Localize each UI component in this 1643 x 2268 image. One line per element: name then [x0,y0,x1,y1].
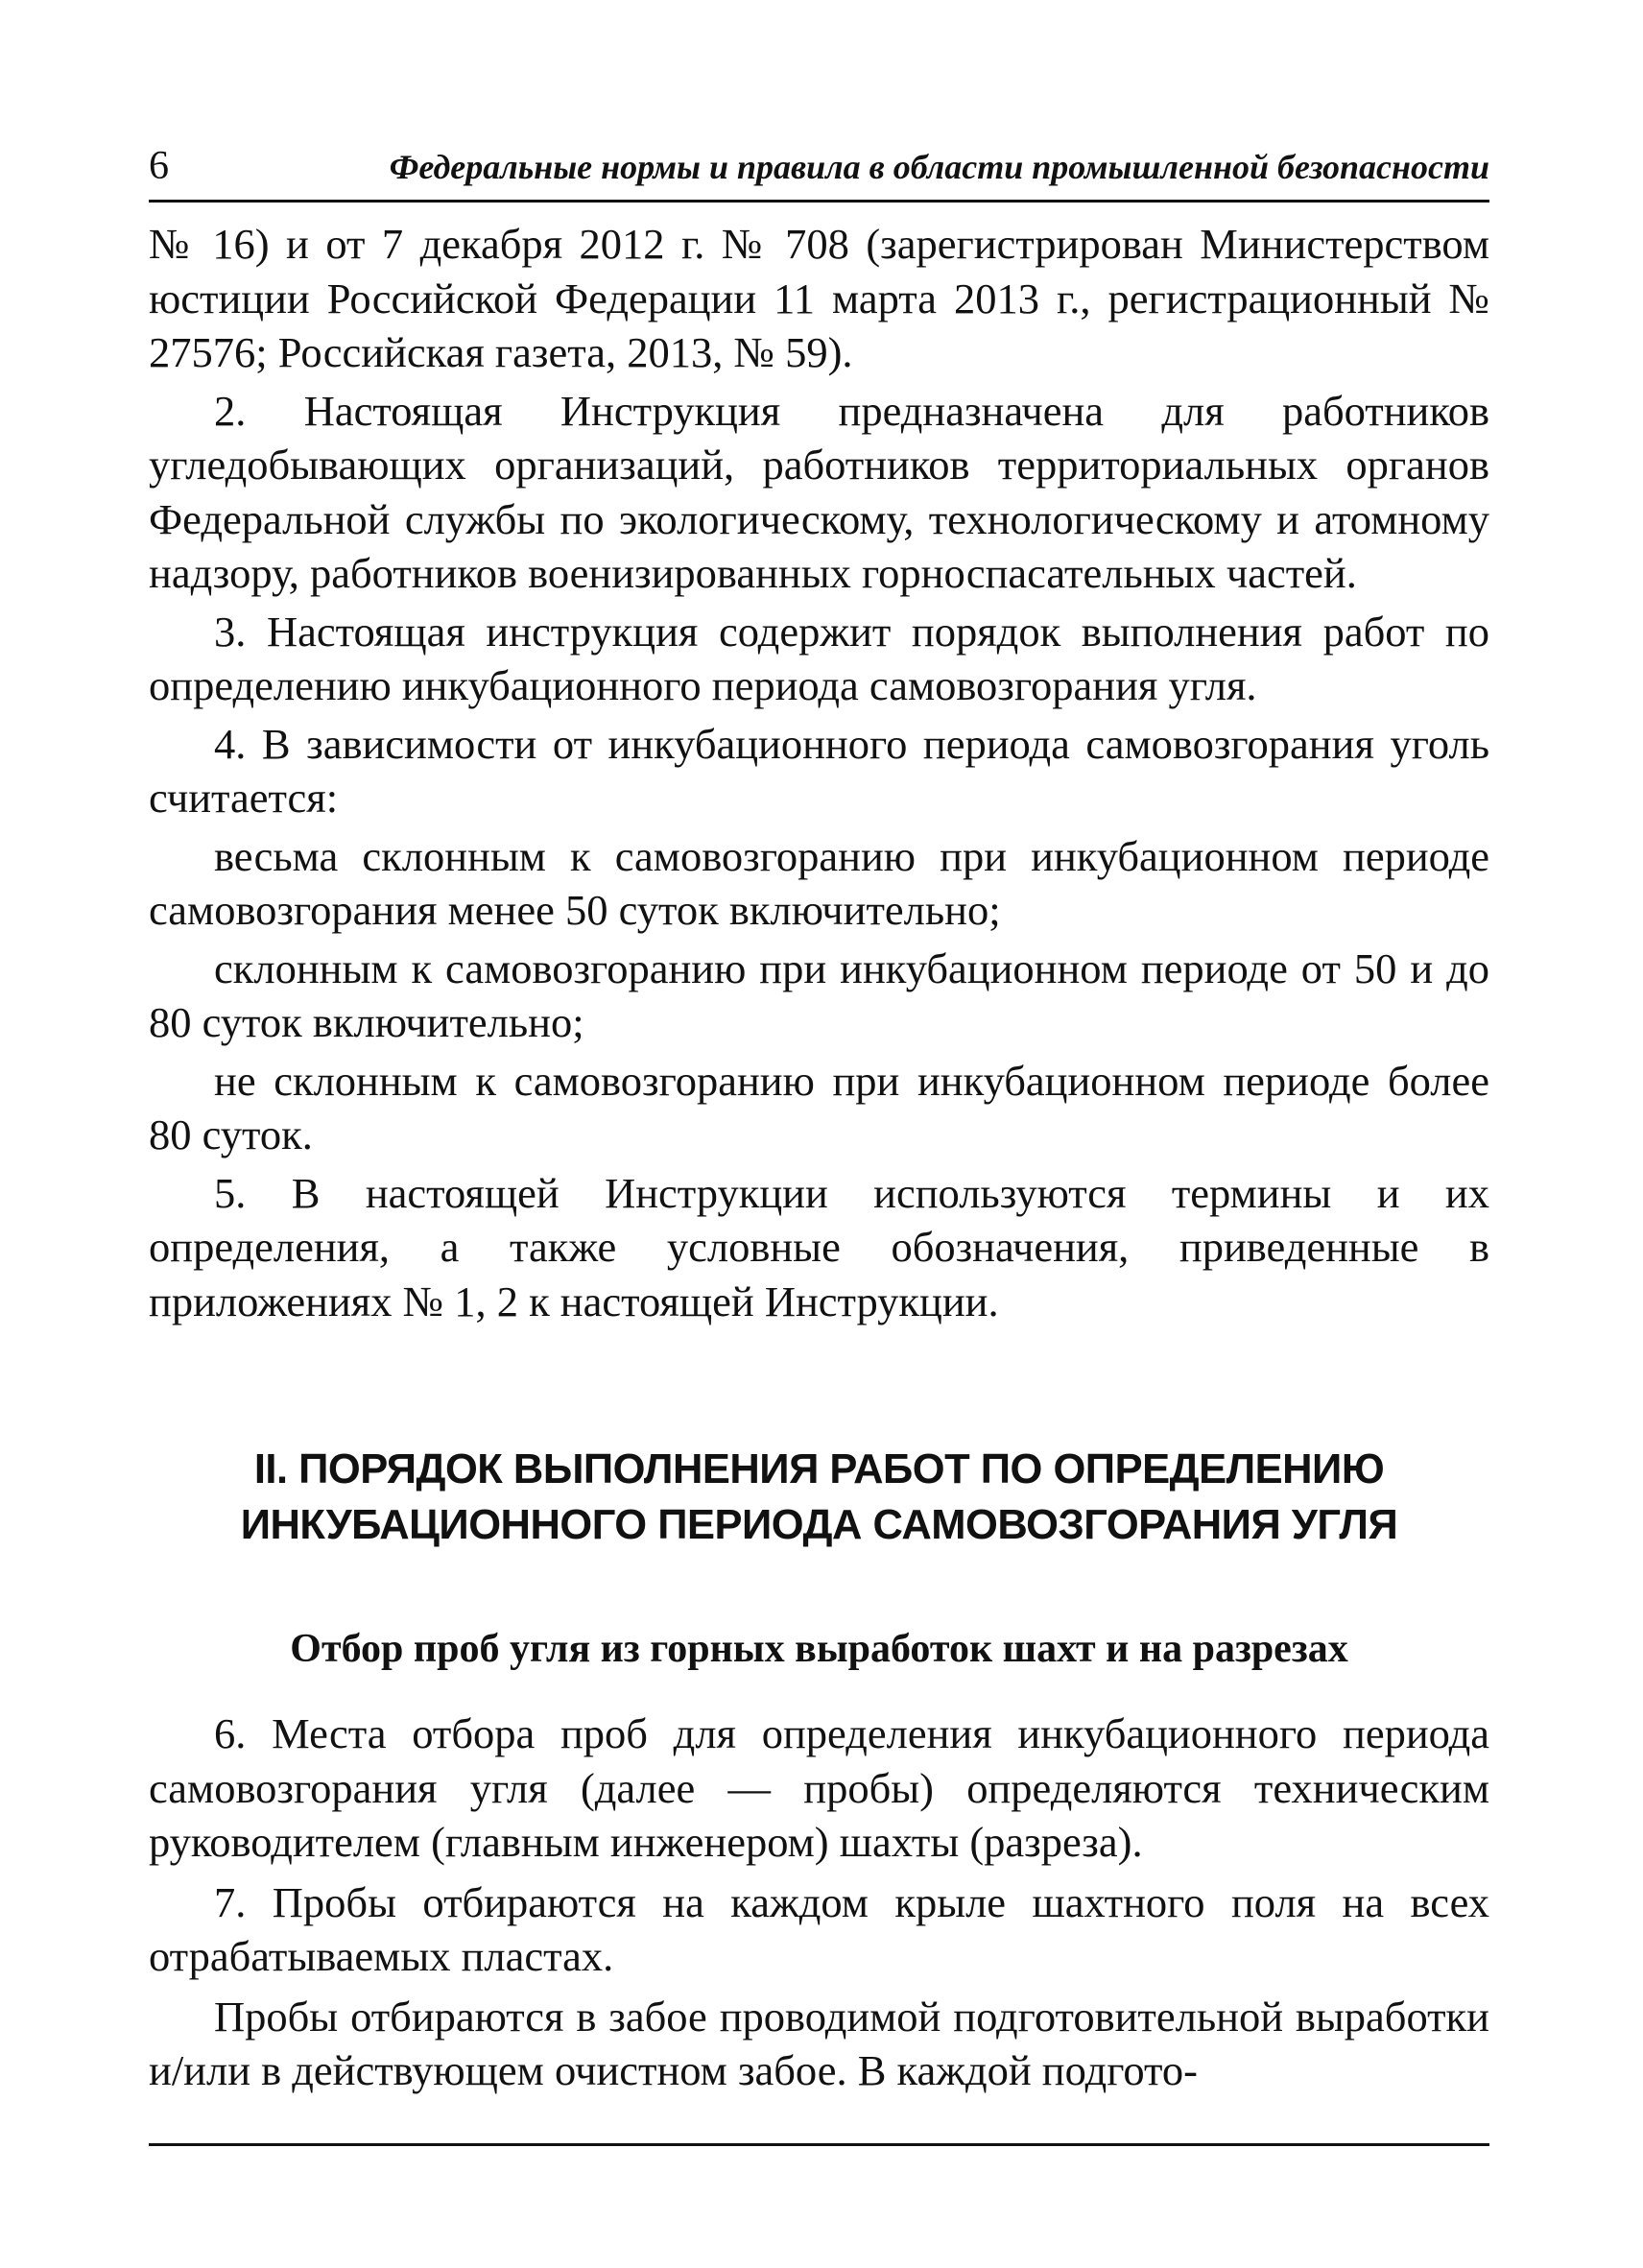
section-heading [149,1442,1489,1553]
paragraph: № 16) и от 7 декабря 2012 г. № 708 (зарегистрирован Министерством юстиции Российской Федерации 11 марта 2013 г., регистрационный № 27576; Российская газета, 2013, № 59). [149,220,1489,376]
section-heading-line: ИНКУБАЦИОННОГО ПЕРИОДА САМОВОЗГОРАНИЯ УГЛЯ [240,1502,1398,1548]
body-text-bottom [149,1707,1489,2104]
page-number: 6 [149,144,169,188]
paragraph: Пробы отбираются в забое проводимой подготовительной выработки и/или в действующем очистном забое. В каждой подгото- [149,1992,1489,2094]
paragraph: 3. Настоящая инструкция содержит порядок выполнения работ по определению инкубационного периода самовозгорания угля. [149,607,1489,709]
paragraph: 2. Настоящая Инструкция предназначена для работников угледобывающих организаций, работников территориальных органов Федеральной службы по экологическому, технологическому и атомному надзору, работников военизированных горноспасательных частей. [149,386,1489,597]
paragraph: 6. Места отбора проб для определения инкубационного периода самовозгорания угля (далее — пробы) определяются техническим руководителем (главным инженером) шахты (разреза). [149,1709,1489,1866]
paragraph: 7. Пробы отбираются на каждом крыле шахтного поля на всех отрабатываемых пластах. [149,1877,1489,1980]
body-text-top [149,217,1489,1332]
running-header [149,142,1489,203]
paragraph: склонным к самовозгоранию при инкубационном периоде от 50 и до 80 суток включительно; [149,943,1489,1046]
paragraph: не склонным к самовозгоранию при инкубационном периоде более 80 суток. [149,1056,1489,1158]
section-heading-line: II. ПОРЯДОК ВЫПОЛНЕНИЯ РАБОТ ПО ОПРЕДЕЛЕНИЮ [253,1446,1385,1492]
subsection-heading: Отбор проб угля из горных выработок шахт и на разрезах [290,1627,1348,1671]
paragraph: 4. В зависимости от инкубационного периода самовозгорания уголь считается: [149,719,1489,822]
paragraph: весьма склонным к самовозгоранию при инкубационном периоде самовозгорания менее 50 суток включительно; [149,831,1489,934]
paragraph: 5. В настоящей Инструкции используются термины и их определения, а также условные обозначения, приведенные в приложениях № 1, 2 к настоящей Инструкции. [149,1168,1489,1325]
running-title: Федеральные нормы и правила в области промышленной безопасности [389,148,1489,186]
footer-rule [149,2143,1489,2146]
